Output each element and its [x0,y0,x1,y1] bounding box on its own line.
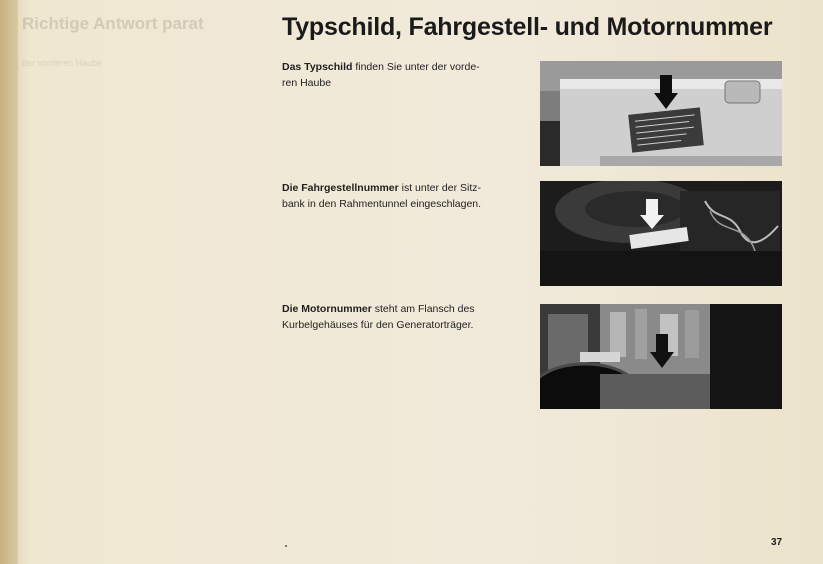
typschild-caption [282,59,522,91]
motornummer-text-1: steht am Flansch des [371,303,475,315]
motornummer-caption [282,301,522,333]
motornummer-heading: Die Motornummer [282,303,372,315]
bleed-through-heading: Richtige Antwort parat [22,14,204,33]
motor-illustration [540,304,782,409]
page-title: Typschild, Fahrgestell- und Motornummer [282,13,773,41]
fahrgestellnummer-caption [282,180,522,212]
fahrgestell-photo [540,181,782,286]
fahrgestell-illustration [540,181,782,286]
typschild-text-1: finden Sie unter der vorde- [352,61,480,73]
fahrgestellnummer-heading: Die Fahrgestellnummer [282,182,399,194]
typschild-illustration [540,61,782,166]
typschild-photo [540,61,782,166]
fahrgestellnummer-text-1: ist unter der Sitz- [398,182,481,194]
binding-spine [0,0,18,564]
typschild-heading: Das Typschild [282,61,353,73]
bleed-through-line: der vorderen Haube [22,58,103,68]
page-mark [285,545,287,547]
motor-photo [540,304,782,409]
page-number: 37 [771,537,783,548]
fahrgestellnummer-text-2: bank in den Rahmentunnel eingeschlagen. [282,198,482,210]
typschild-text-2: ren Haube [282,77,332,89]
motornummer-text-2: Kurbelgehäuses für den Generatorträger. [282,319,474,331]
